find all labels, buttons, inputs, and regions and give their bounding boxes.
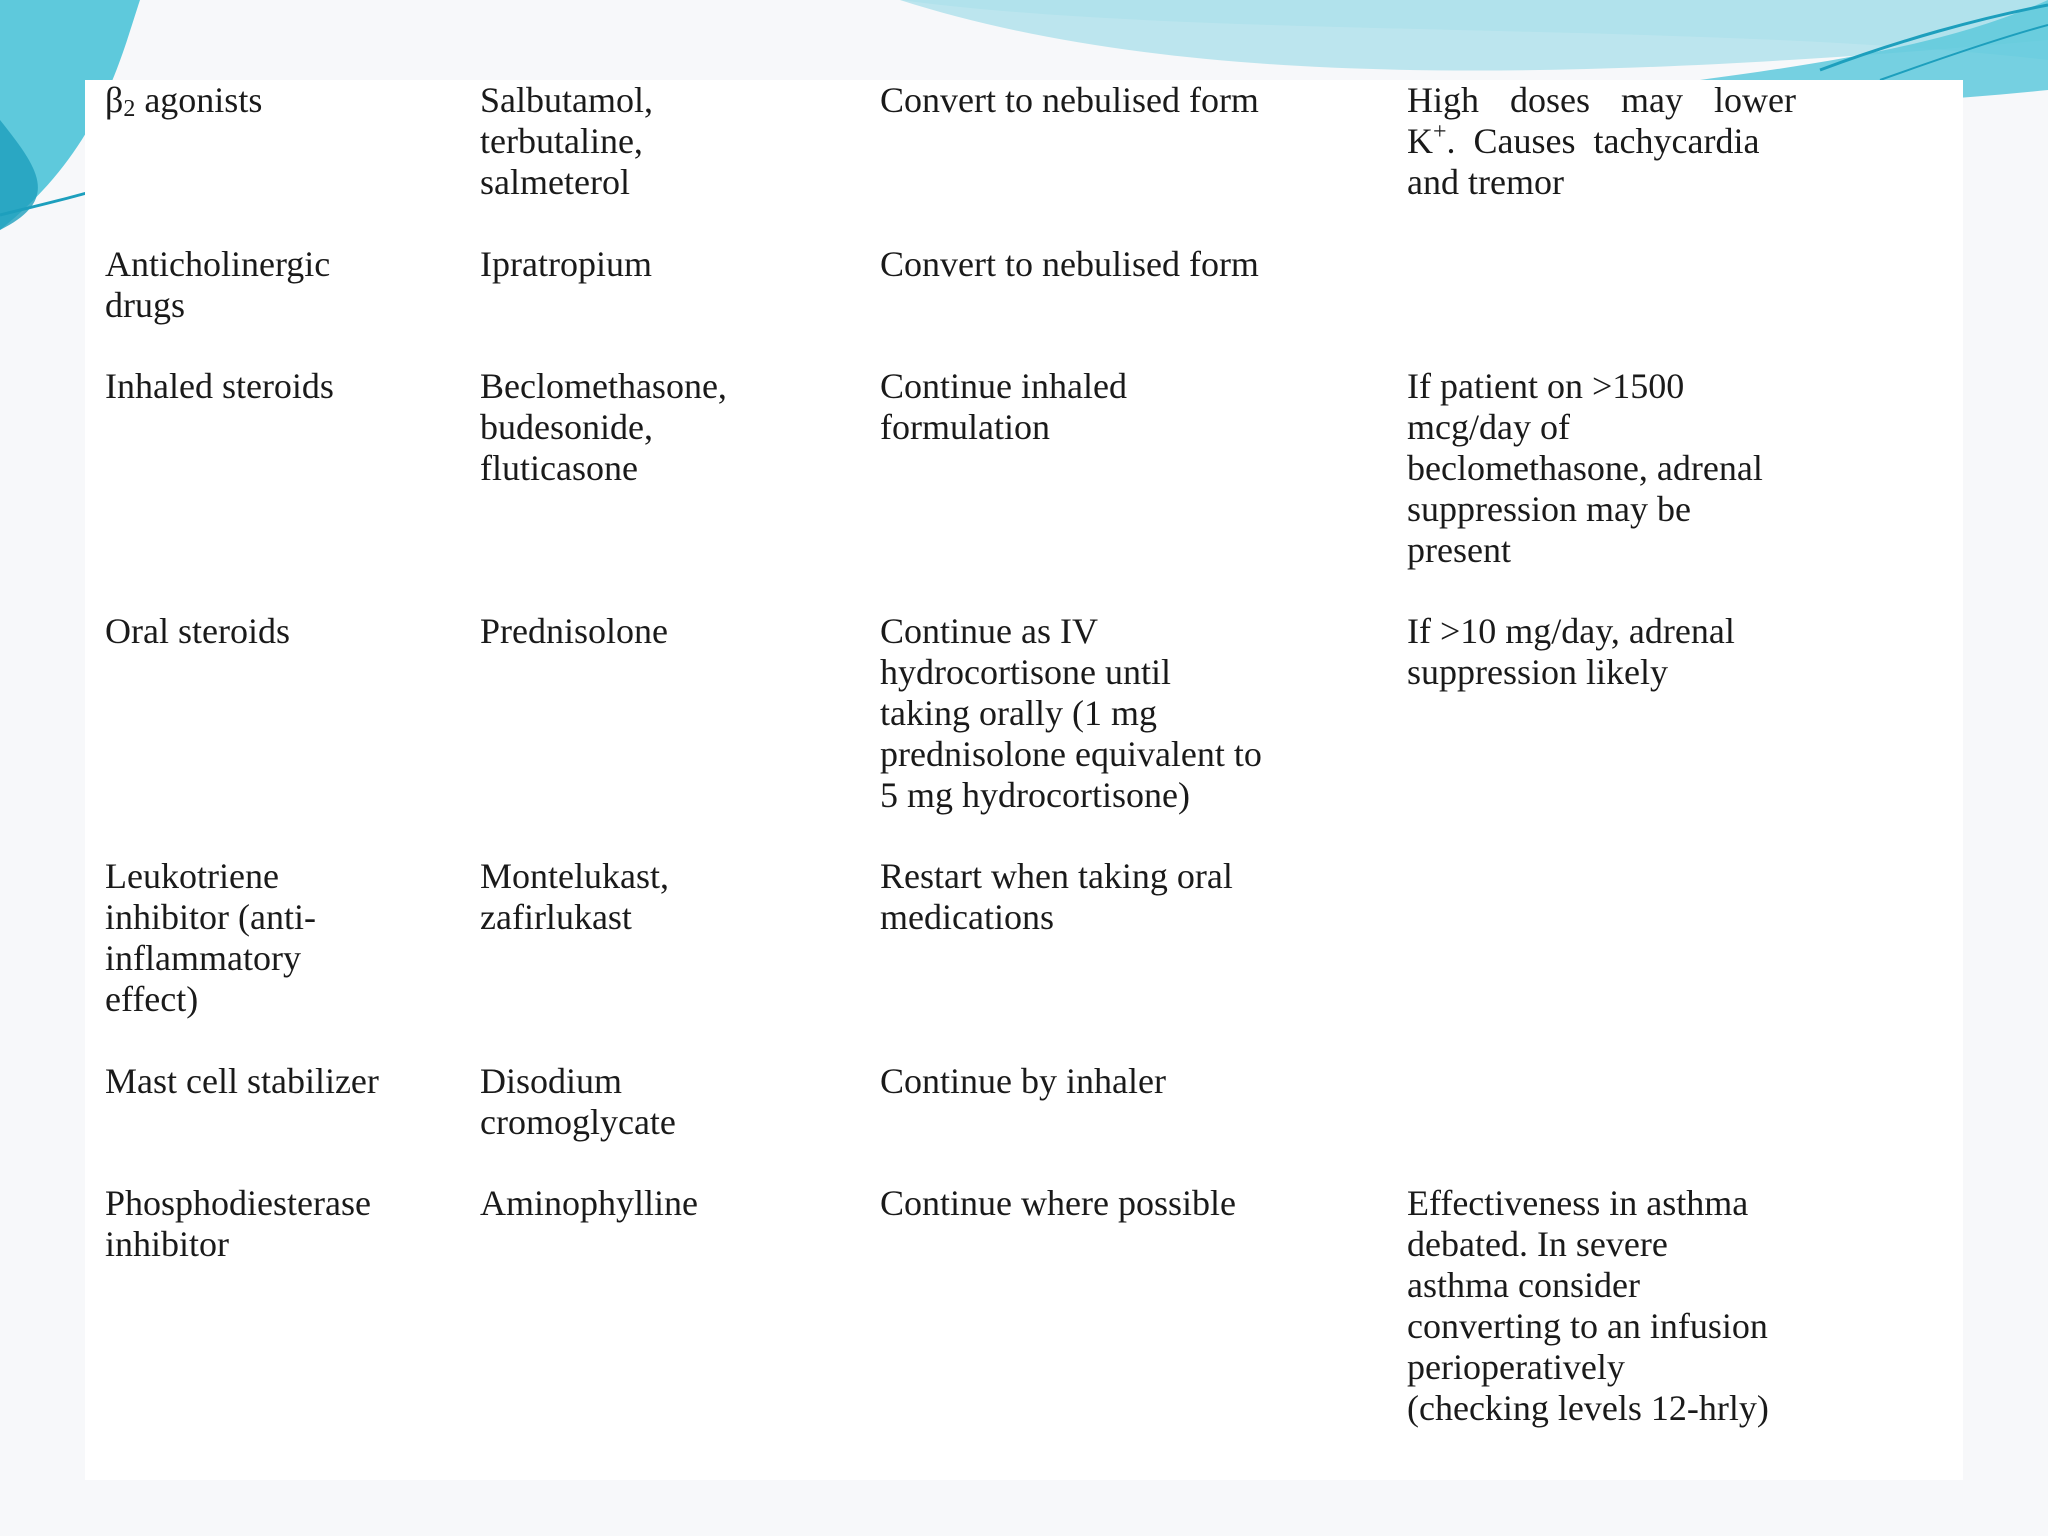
examples-text: Salbutamol, terbutaline, salmeterol (480, 80, 653, 202)
notes-text: If >10 mg/day, adrenal suppression likely (1407, 611, 1735, 692)
perioperative-cell (880, 1061, 1407, 1183)
perioperative-text: Convert to nebulised form (880, 244, 1259, 284)
notes-text: Effectiveness in asthma debated. In severe asthma consider converting to an infusion perioperatively (checking levels 12-hrly) (1407, 1183, 1769, 1428)
drug-class-text (105, 80, 480, 121)
examples-cell (480, 244, 880, 366)
examples-cell (480, 856, 880, 1061)
notes-cell (1407, 611, 1925, 856)
drug-class-text: Mast cell stabilizer (105, 1061, 379, 1101)
perioperative-text: Convert to nebulised form (880, 80, 1259, 120)
content-panel (85, 80, 1963, 1480)
table-row (105, 366, 1925, 611)
drug-class-cell (105, 80, 480, 244)
drug-class-text: Anticholinergic drugs (105, 244, 331, 325)
drug-class-cell (105, 366, 480, 611)
notes-cell (1407, 244, 1925, 366)
examples-text: Beclomethasone, budesonide, fluticasone (480, 366, 727, 488)
notes-line: and tremor (1407, 162, 1564, 202)
examples-text: Prednisolone (480, 611, 668, 651)
notes-cell (1407, 366, 1925, 611)
perioperative-cell (880, 856, 1407, 1061)
perioperative-text: Continue where possible (880, 1183, 1236, 1223)
notes-cell (1407, 856, 1925, 1061)
notes-text: If patient on >1500 mcg/day of beclomethasone, adrenal suppression may be present (1407, 366, 1763, 570)
notes-potassium: K (1407, 121, 1433, 161)
notes-cell (1407, 1183, 1925, 1443)
perioperative-text: Continue by inhaler (880, 1061, 1166, 1101)
table-row (105, 244, 1925, 366)
perioperative-cell (880, 80, 1407, 244)
table-row (105, 1061, 1925, 1183)
drug-class-cell (105, 856, 480, 1061)
perioperative-text: Continue as IV hydrocortisone until taking orally (1 mg prednisolone equivalent to 5 mg hydrocortisone) (880, 611, 1262, 815)
examples-text: Aminophylline (480, 1183, 698, 1223)
asthma-drug-table (105, 80, 1925, 1443)
drug-class-rest: agonists (135, 80, 263, 120)
wave-band-mid (0, 0, 2048, 71)
notes-line: . Causes tachycardia (1446, 121, 1760, 161)
table-row (105, 856, 1925, 1061)
examples-text: Disodium cromoglycate (480, 1061, 676, 1142)
notes-cell (1407, 1061, 1925, 1183)
drug-class-cell (105, 1183, 480, 1443)
notes-line: High doses may lower (1407, 80, 1796, 120)
table-row (105, 1183, 1925, 1443)
drug-class-text: Leukotriene inhibitor (anti- inflammatory effect) (105, 856, 316, 1019)
drug-class-cell (105, 1061, 480, 1183)
examples-cell (480, 611, 880, 856)
examples-cell (480, 1061, 880, 1183)
examples-cell (480, 80, 880, 244)
drug-class-cell (105, 244, 480, 366)
notes-cell (1407, 80, 1925, 244)
perioperative-cell (880, 244, 1407, 366)
table-row (105, 611, 1925, 856)
examples-text: Ipratropium (480, 244, 652, 284)
drug-class-subscript: 2 (123, 96, 136, 122)
drug-class-text: Phosphodiesterase inhibitor (105, 1183, 371, 1264)
perioperative-cell (880, 366, 1407, 611)
table-row (105, 80, 1925, 244)
perioperative-text: Continue inhaled formulation (880, 366, 1127, 447)
notes-text (1407, 80, 1925, 203)
perioperative-text: Restart when taking oral medications (880, 856, 1233, 937)
examples-cell (480, 366, 880, 611)
drug-class-cell (105, 611, 480, 856)
perioperative-cell (880, 1183, 1407, 1443)
drug-class-text: Oral steroids (105, 611, 290, 651)
drug-class-text: Inhaled steroids (105, 366, 334, 406)
perioperative-cell (880, 611, 1407, 856)
notes-superscript: + (1433, 119, 1447, 145)
drug-class-symbol: β (105, 80, 124, 120)
examples-cell (480, 1183, 880, 1443)
examples-text: Montelukast, zafirlukast (480, 856, 669, 937)
